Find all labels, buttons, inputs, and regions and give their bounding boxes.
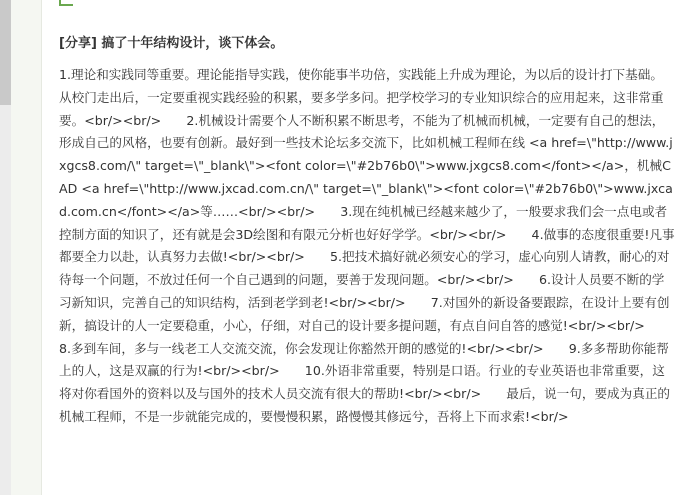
- post-content-area: [42, 0, 692, 495]
- post-author-gutter: [11, 0, 42, 495]
- post-body-text: 1.理论和实践同等重要。理论能指导实践，使你能事半功倍，实践能上升成为理论，为以后的设计打下基础。从校门走出后，一定要重视实践经验的积累，要多学多问。把学校学习的专业知识综合的应用起来，这非常重要。<br/><br/> 2.机械设计需要个人不断积累不断思考，不能为了机械而机械，一定要有自己的想法，形成自己的风格，也要有创新。最好到一些技术论坛多交流下，比如机械工程师在线 <a href=\"http://www.jxgcs8.com/\" target=\"_blank\"><font color=\"#2b76b0\">www.jxgcs8.com</font></a>，机械CAD <a href=\"http://www.jxcad.com.cn/\" target=\"_blank\"><font color=\"#2b76b0\">www.jxcad.com.cn</font></a>等……<br/><br/> 3.现在纯机械已经越来越少了，一般要求我们会一点电或者控制方面的知识了，还有就是会3D绘图和有限元分析也好好学学。<br/><br/> 4.做事的态度很重要!凡事都要全力以赴，认真努力去做!<br/><br/> 5.把技术搞好就必须安心的学习，虚心向别人请教，耐心的对待每一个问题，不放过任何一个自己遇到的问题，要善于发现问题。<br/><br/> 6.设计人员要不断的学习新知识，完善自己的知识结构，活到老学到老!<br/><br/> 7.对国外的新设备要跟踪，在设计上要有创新，搞设计的人一定要稳重，小心，仔细，对自己的设计要多提问题，有点自问自答的感觉!<br/><br/> 8.多到车间，多与一线老工人交流交流，你会发现让你豁然开朗的感觉的!<br/><br/> 9.多多帮助你能帮上的人，这是双赢的行为!<br/><br/> 10.外语非常重要，特别是口语。行业的专业英语也非常重要，这将对你看国外的资料以及与国外的技术人员交流有很大的帮助!<br/><br/> 最后，说一句，要成为真正的机械工程师，不是一步就能完成的，要慢慢积累，路慢慢其修远兮，吾将上下而求索!<br/>: [59, 67, 675, 424]
- left-panel-edge-lower: [0, 105, 11, 495]
- post-title: [分享] 搞了十年结构设计，谈下体会。: [59, 36, 284, 51]
- post-status-icon: [59, 0, 73, 6]
